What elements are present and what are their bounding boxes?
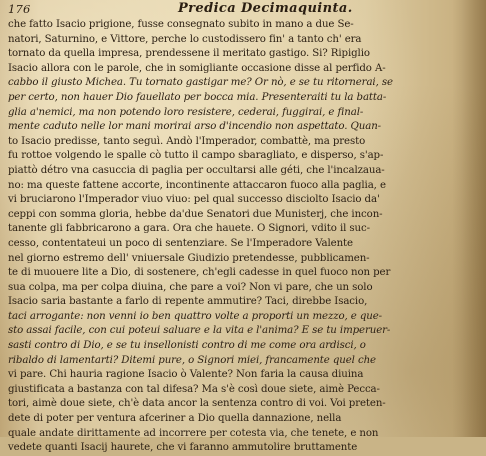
- page-number: 176: [8, 2, 31, 16]
- text-line: ribaldo di lamentarti? Ditemi pure, o Signori miei, francamente quel che: [8, 354, 376, 366]
- text-line: sto assai facile, con cui poteui saluare e la vita e l'anima? E se tu imperuer-: [8, 325, 391, 337]
- text-line: nel giorno estremo dell' vniuersale Giudizio pretendesse, pubblicamen-: [8, 252, 370, 264]
- text-line: te di muouere lite a Dio, di sostenere, ch'egli cadesse in quel fuoco non per: [8, 267, 391, 279]
- text-line: vi pare. Chi hauria ragione Isacio ò Valente? Non faria la causa diuina: [8, 369, 364, 381]
- text-line: tori, aimè doue siete, ch'è data ancor la sentenza contro di voi. Voi preten-: [8, 398, 386, 410]
- text-line: quale andate dirittamente ad incorrere per cotesta via, che tenete, e non: [8, 427, 379, 439]
- text-line: dete di poter per ventura afceriner a Dio quella dannazione, nella: [8, 413, 342, 425]
- text-line: sua colpa, ma per colpa diuina, che pare a voi? Non vi pare, che un solo: [8, 281, 373, 293]
- text-line: fu rottoe volgendo le spalle cò tutto il campo sbaragliato, e disperso, s'ap-: [8, 150, 384, 162]
- sermon-text-block: [8, 18, 470, 456]
- text-line: giustificata a bastanza con tal difesa? Ma s'è così doue siete, aimè Pecca-: [8, 383, 380, 395]
- text-line: natori, Saturnino, e Vittore, perche lo custodissero fin' a tanto ch' era: [8, 33, 362, 45]
- text-line: tanente gli fabbricarono a gara. Ora che hauete. O Signori, vdito il suc-: [8, 223, 370, 235]
- text-line: vedete quanti Isacij haurete, che vi faranno ammutolire bruttamente: [8, 442, 358, 454]
- text-line: per certo, non hauer Dio fauellato per bocca mia. Presenteraiti tu la batta-: [8, 91, 387, 103]
- text-line: to Isacio predisse, tanto seguì. Andò l'Imperador, combattè, ma presto: [8, 135, 366, 147]
- text-line: sasti contro di Dio, e se tu insellonisti contro di me come ora ardisci, o: [8, 340, 366, 352]
- text-line: vi bruciarono l'Imperador viuo viuo: pel qual successo disciolto Isacio da': [8, 194, 380, 206]
- running-title: Predica Decimaquinta.: [178, 1, 353, 16]
- text-line: ceppi con somma gloria, hebbe da'due Senatori due Munisterj, che incon-: [8, 208, 383, 220]
- text-line: Isacio allora con le parole, che in somigliante occasione disse al perfido A-: [8, 62, 386, 74]
- page-header: [8, 2, 478, 18]
- text-line: no: ma queste fattene accorte, incontinente attaccaron fuoco alla paglia, e: [8, 179, 386, 191]
- text-line: piattò détro vna casuccia di paglia per occultarsi alle géti, che l'incalzaua-: [8, 164, 385, 176]
- text-line: cabbo il giusto Michea. Tu tornato gastigar me? Or nò, e se tu ritornerai, se: [8, 77, 393, 89]
- text-line: mente caduto nelle lor mani morirai arso d'incendio non aspettato. Quan-: [8, 121, 382, 133]
- text-line: che fatto Isacio prigione, fusse consegnato subito in mano a due Se-: [8, 19, 354, 30]
- text-line: Isacio saria bastante a farlo di repente ammutire? Taci, direbbe Isacio,: [8, 296, 368, 308]
- text-line: taci arrogante: non venni io ben quattro volte a proporti un mezzo, e que-: [8, 310, 383, 322]
- text-line: cesso, contentateui un poco di sentenziare. Se l'Imperadore Valente: [8, 237, 353, 249]
- text-line: glia a'nemici, ma non potendo loro resistere, cederai, fuggirai, e final-: [8, 106, 364, 118]
- text-line: tornato da quella impresa, prendessene il meritato gastigo. Si? Ripiglio: [8, 48, 370, 60]
